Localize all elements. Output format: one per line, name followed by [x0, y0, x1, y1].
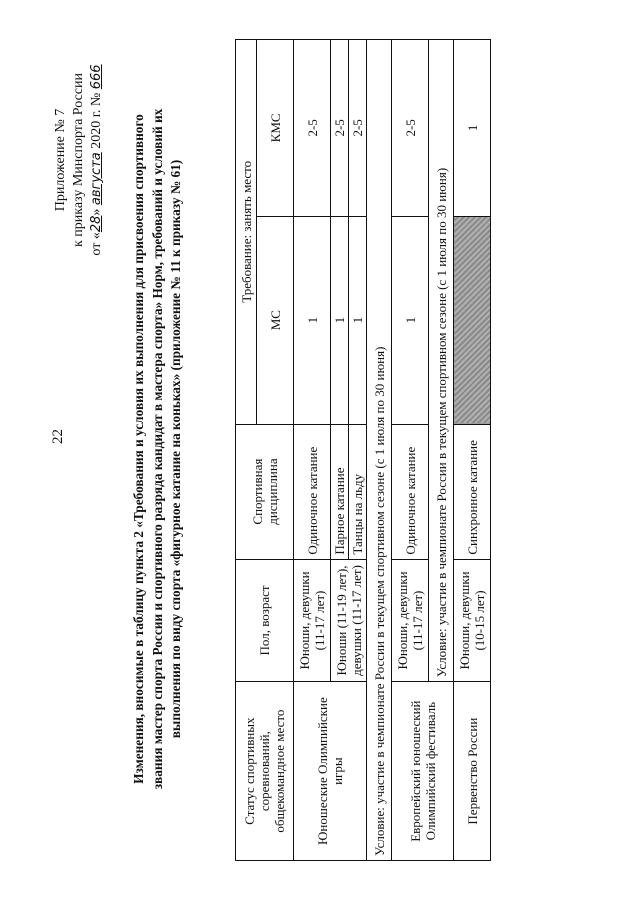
ms-cell: 1	[331, 216, 349, 424]
discipline-cell: Одиночное катание	[392, 424, 429, 559]
table-row	[454, 40, 491, 861]
header-requirement: Требование: занять место	[236, 40, 257, 425]
condition-cell: Условие: участие в чемпионате России в текущем спортивном сезоне (с 1 июля по 30 июня)	[367, 40, 392, 861]
ms-cell: 1	[294, 216, 331, 424]
sex-age-cell: Юноши, девушки (10-15 лет)	[454, 559, 491, 682]
discipline-cell: Одиночное катание	[294, 424, 331, 559]
date-separator: »	[89, 205, 104, 216]
condition-row	[367, 40, 392, 861]
sex-age-cell: Юноши (11-19 лет), девушки (11-17 лет)	[331, 559, 367, 682]
discipline-cell: Танцы на льду	[349, 424, 367, 559]
ms-cell-shaded	[454, 216, 491, 424]
kms-cell: 2-5	[349, 40, 367, 217]
table-row	[392, 40, 429, 861]
kms-cell: 2-5	[331, 40, 349, 217]
handwritten-number: 666	[89, 64, 104, 90]
heading-line: звания мастер спорта России и спортивного разряда кандидат в мастера спорта» Норм, требований и условий их	[149, 108, 165, 790]
heading-line: Изменения, вносимые в таблицу пункта 2 «Требования и условия их выполнения для присвоения спортивного	[131, 114, 146, 784]
header-row	[236, 40, 257, 861]
discipline-cell: Синхронное катание	[454, 424, 491, 559]
discipline-cell: Парное катание	[331, 424, 349, 559]
handwritten-month: августа	[89, 152, 104, 206]
header-ms: МС	[257, 216, 294, 424]
standards-table	[235, 39, 491, 861]
date-prefix: от «	[89, 232, 104, 256]
ms-cell: 1	[349, 216, 367, 424]
handwritten-day: 28	[89, 215, 104, 233]
appendix-order: к приказу Минспорта России	[71, 73, 86, 247]
header-status: Статус спортивных соревнований, общекомандное место	[236, 682, 294, 861]
header-sex-age: Пол, возраст	[236, 559, 294, 682]
kms-cell: 1	[454, 40, 491, 217]
header-kms: КМС	[257, 40, 294, 217]
document-heading	[130, 69, 186, 829]
ms-cell: 1	[392, 216, 429, 424]
condition-cell: Условие: участие в чемпионате России в текущем спортивном сезоне (с 1 июля по 30 июня)	[429, 40, 454, 682]
page-number: 22	[50, 429, 66, 444]
status-cell: Европейский юношеский Олимпийский фестиваль	[392, 682, 454, 861]
appendix-title: Приложение № 7	[53, 108, 68, 212]
appendix-date-line	[88, 30, 106, 290]
table-row	[294, 40, 331, 861]
date-year: 2020 г. №	[89, 89, 104, 153]
sex-age-cell: Юноши, девушки (11-17 лет)	[294, 559, 331, 682]
kms-cell: 2-5	[294, 40, 331, 217]
kms-cell: 2-5	[392, 40, 429, 217]
sex-age-cell: Юноши, девушки (11-17 лет)	[392, 559, 429, 682]
header-discipline: Спортивная дисциплина	[236, 424, 294, 559]
heading-line: выполнения по виду спорта «фигурное катание на коньках» (приложение № 11 к приказу № 61)	[168, 159, 183, 739]
status-cell: Юношеские Олимпийские игры	[294, 682, 367, 861]
status-cell: Первенство России	[454, 682, 491, 861]
appendix-block	[52, 30, 106, 290]
